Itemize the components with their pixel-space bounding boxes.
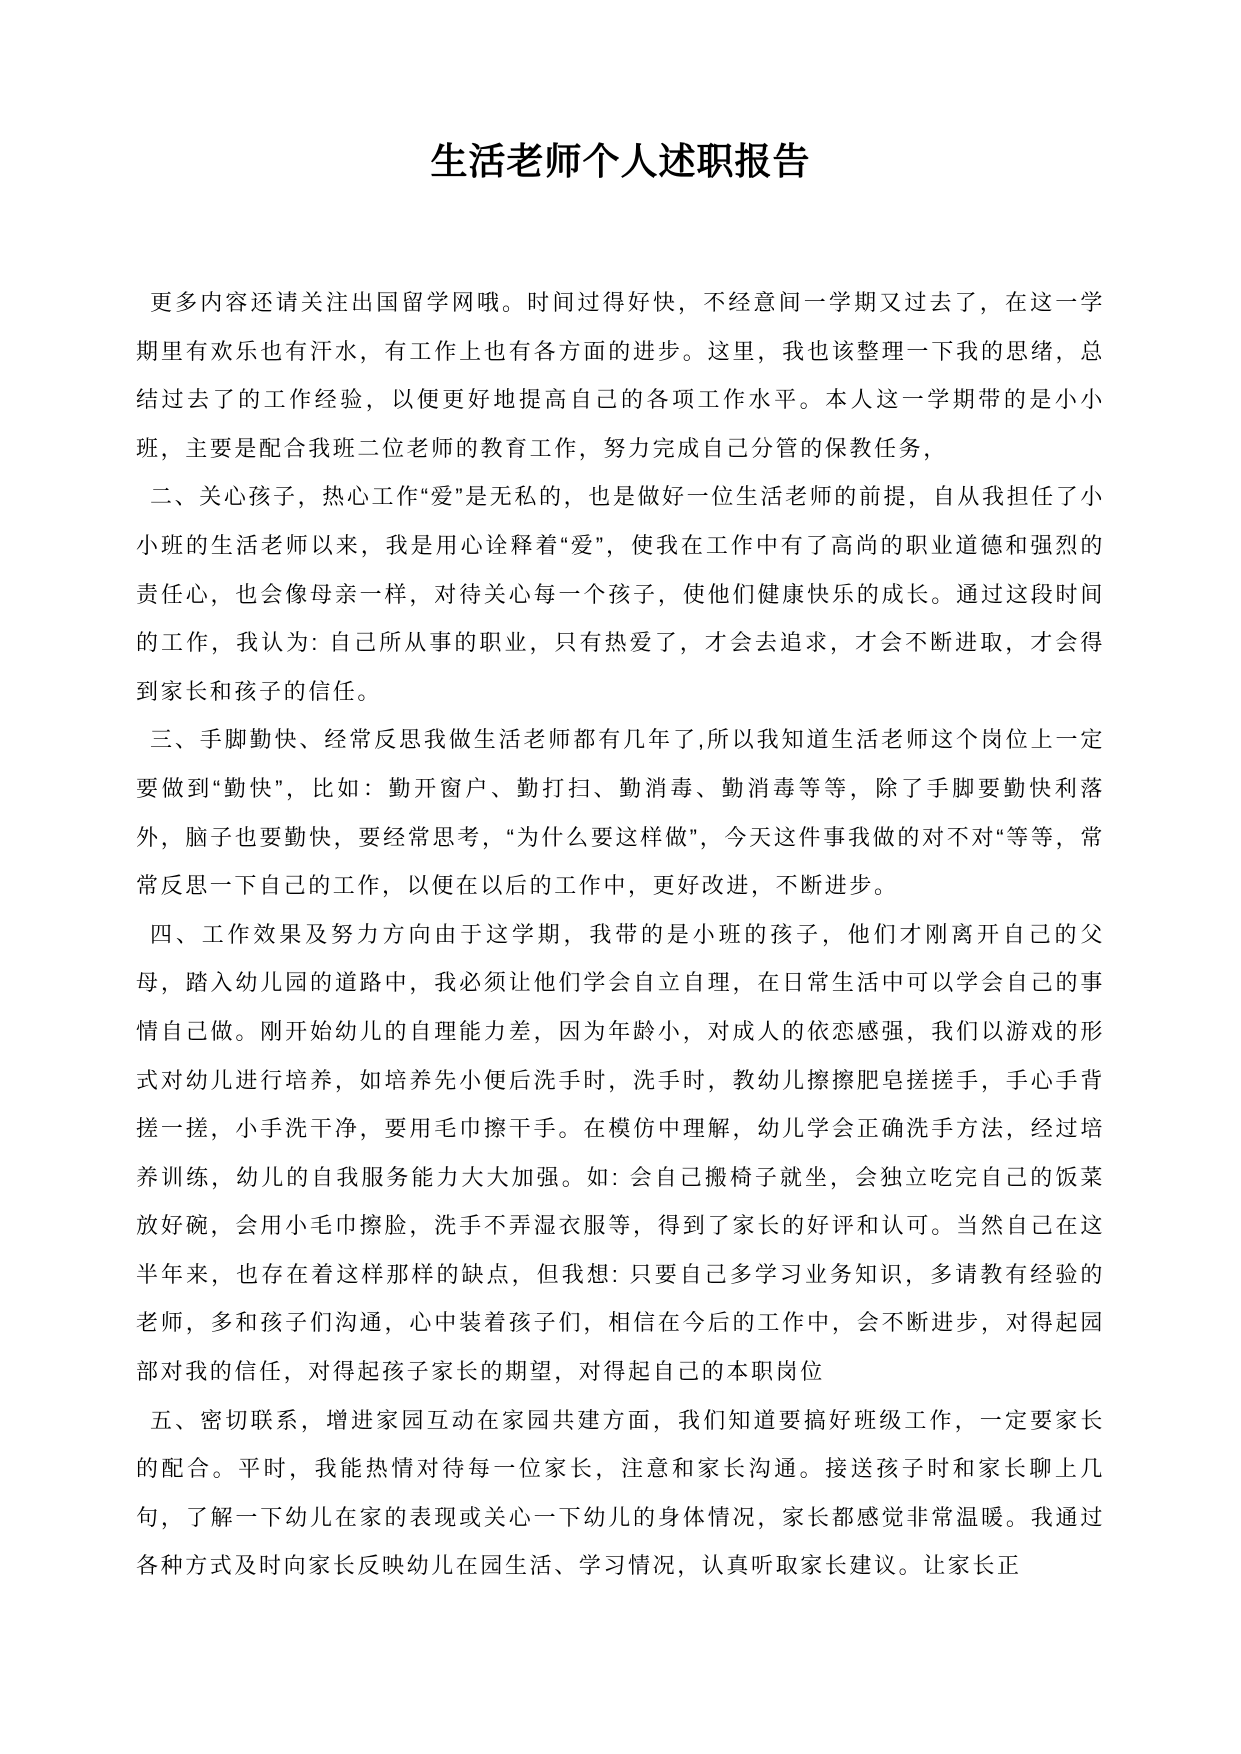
paragraph-section-4: 四、工作效果及努力方向由于这学期，我带的是小班的孩子，他们才刚离开自己的父母，踏入幼儿园的道路中，我必须让他们学会自立自理，在日常生活中可以学会自己的事情自己做。刚开始幼儿的自理能力差，因为年龄小，对成人的依恋感强，我们以游戏的形式对幼儿进行培养，如培养先小便后洗手时，洗手时，教幼儿擦擦肥皂搓搓手，手心手背搓一搓，小手洗干净，要用毛巾擦干手。在模仿中理解，幼儿学会正确洗手方法，经过培养训练，幼儿的自我服务能力大大加强。如: 会自己搬椅子就坐，会独立吃完自己的饭菜放好碗，会用小毛巾擦脸，洗手不弄湿衣服等，得到了家长的好评和认可。当然自己在这半年来，也存在着这样那样的缺点，但我想: 只要自己多学习业务知识，多请教有经验的老师，多和孩子们沟通，心中装着孩子们，相信在今后的工作中，会不断进步，对得起园部对我的信任，对得起孩子家长的期望，对得起自己的本职岗位 [136,921,1105,1385]
paragraph-section-3: 三、手脚勤快、经常反思我做生活老师都有几年了,所以我知道生活老师这个岗位上一定要做到“勤快”，比如：勤开窗户、勤打扫、勤消毒、勤消毒等等，除了手脚要勤快利落外，脑子也要勤快，要经常思考，“为什么要这样做”，今天这件事我做的对不对“等等，常常反思一下自己的工作，以便在以后的工作中，更好改进，不断进步。 [136,727,1105,899]
paragraph-intro: 更多内容还请关注出国留学网哦。时间过得好快，不经意间一学期又过去了，在这一学期里有欢乐也有汗水，有工作上也有各方面的进步。这里，我也该整理一下我的思绪，总结过去了的工作经验，以便更好地提高自己的各项工作水平。本人这一学期带的是小小班，主要是配合我班二位老师的教育工作，努力完成自己分管的保教任务， [136,290,1105,461]
paragraph-section-2: 二、关心孩子，热心工作“爱”是无私的，也是做好一位生活老师的前提，自从我担任了小小班的生活老师以来，我是用心诠释着“爱”，使我在工作中有了高尚的职业道德和强烈的责任心，也会像母亲一样，对待关心每一个孩子，使他们健康快乐的成长。通过这段时间的工作，我认为: 自己所从事的职业，只有热爱了，才会去追求，才会不断进取，才会得到家长和孩子的信任。 [136,484,1105,704]
page-title: 生活老师个人述职报告 [430,141,811,182]
document-body [0,279,1241,1591]
paragraph-section-5: 五、密切联系，增进家园互动在家园共建方面，我们知道要搞好班级工作，一定要家长的配合。平时，我能热情对待每一位家长，注意和家长沟通。接送孩子时和家长聊上几句，了解一下幼儿在家的表现或关心一下幼儿的身体情况，家长都感觉非常温暖。我通过各种方式及时向家长反映幼儿在园生活、学习情况，认真听取家长建议。让家长正 [136,1407,1105,1579]
